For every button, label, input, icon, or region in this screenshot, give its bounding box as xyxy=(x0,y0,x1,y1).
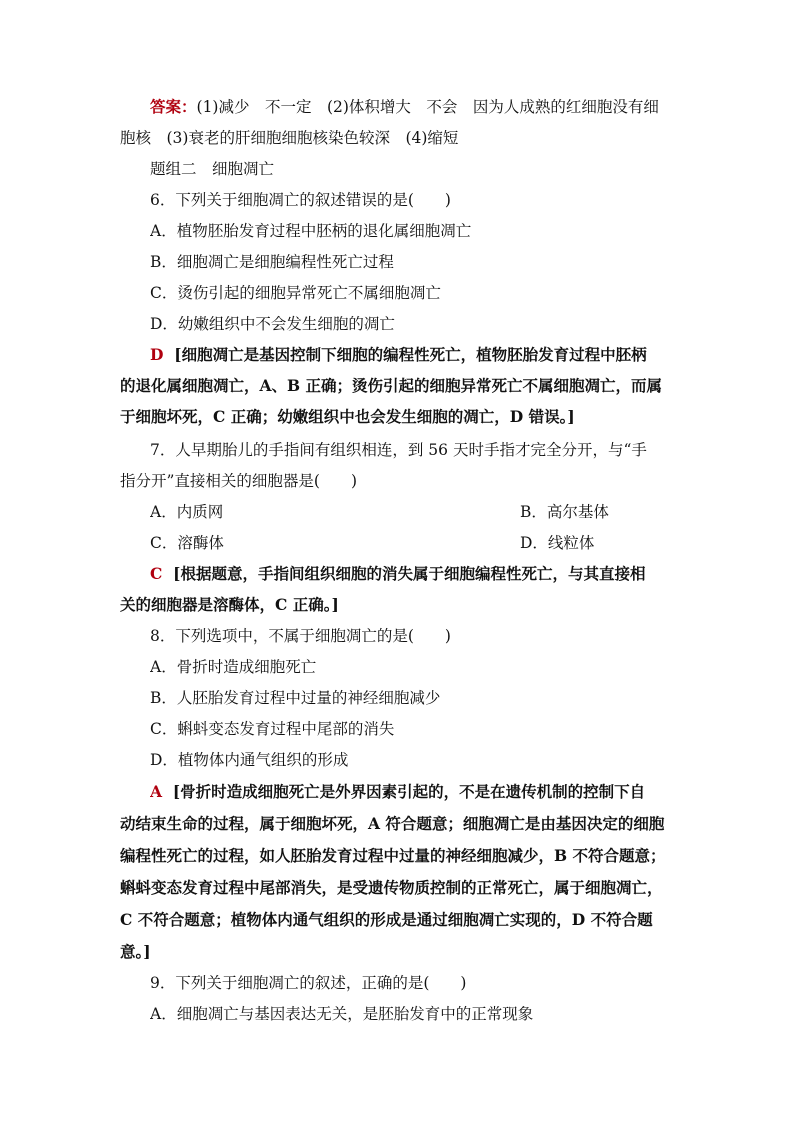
q7-option-a: A．内质网 xyxy=(150,503,224,521)
q7-option-c: C．溶酶体 xyxy=(150,534,224,552)
q7-stem-line-1: 7．人早期胎儿的手指间有组织相连，到 56 天时手指才完全分开，与“手 xyxy=(150,441,647,459)
answer-line-2: 胞核 (3)衰老的肝细胞细胞核染色较深 (4)缩短 xyxy=(120,129,459,147)
q6-option-a: A．植物胚胎发育过程中胚柄的退化属细胞凋亡 xyxy=(150,222,472,240)
q8-explanation-line-3: 编程性死亡的过程，如人胚胎发育过程中过量的神经细胞减少，B 不符合题意； xyxy=(120,846,666,865)
q9-option-a: A．细胞凋亡与基因表达无关，是胚胎发育中的正常现象 xyxy=(150,1005,534,1023)
q7-option-b: B．高尔基体 xyxy=(520,503,609,521)
q6-explanation-line-1 xyxy=(150,344,680,366)
q7-explanation-line-2: 关的细胞器是溶酶体，C 正确。] xyxy=(120,595,339,614)
answer-line-1 xyxy=(150,96,680,118)
q8-option-a: A．骨折时造成细胞死亡 xyxy=(150,658,317,676)
q6-explanation-text: [细胞凋亡是基因控制下细胞的编程性死亡，植物胚胎发育过程中胚柄 xyxy=(174,345,647,364)
q8-explanation-line-2: 动结束生命的过程，属于细胞坏死，A 符合题意；细胞凋亡是由基因决定的细胞 xyxy=(120,814,665,833)
q7-options-row-2 xyxy=(150,532,680,554)
section-title: 题组二 细胞凋亡 xyxy=(150,160,275,178)
q7-explanation-line-1 xyxy=(150,563,680,585)
q8-option-b: B．人胚胎发育过程中过量的神经细胞减少 xyxy=(150,689,441,707)
q6-explanation-line-3: 于细胞坏死，C 正确；幼嫩组织中也会发生细胞的凋亡，D 错误。] xyxy=(120,407,575,426)
q6-stem: 6．下列关于细胞凋亡的叙述错误的是( ) xyxy=(150,191,451,209)
q6-option-d: D．幼嫩组织中不会发生细胞的凋亡 xyxy=(150,315,395,333)
q6-answer-letter: D xyxy=(150,345,164,364)
q8-explanation-line-5: C 不符合题意；植物体内通气组织的形成是通过细胞凋亡实现的，D 不符合题 xyxy=(120,910,653,929)
q8-stem: 8．下列选项中，不属于细胞凋亡的是( ) xyxy=(150,627,451,645)
q8-answer-letter: A xyxy=(150,782,163,801)
q7-option-d: D．线粒体 xyxy=(520,534,595,552)
q8-explanation-text: [骨折时造成细胞死亡是外界因素引起的，不是在遗传机制的控制下自 xyxy=(172,782,646,801)
q8-option-c: C．蝌蚪变态发育过程中尾部的消失 xyxy=(150,720,395,738)
q7-answer-letter: C xyxy=(150,564,163,583)
q7-explanation-text: [根据题意，手指间组织细胞的消失属于细胞编程性死亡，与其直接相 xyxy=(173,564,646,583)
q9-stem: 9．下列关于细胞凋亡的叙述，正确的是( ) xyxy=(150,974,467,992)
answer-label: 答案： xyxy=(150,97,197,116)
q8-explanation-line-6: 意。] xyxy=(120,942,151,961)
q7-stem-line-2: 指分开”直接相关的细胞器是( ) xyxy=(120,472,358,490)
q6-option-c: C．烫伤引起的细胞异常死亡不属细胞凋亡 xyxy=(150,284,441,302)
q6-explanation-line-2: 的退化属细胞凋亡，A、B 正确；烫伤引起的细胞异常死亡不属细胞凋亡，而属 xyxy=(120,376,663,395)
answer-text: (1)减少 不一定 (2)体积增大 不会 因为人成熟的红细胞没有细 xyxy=(196,98,659,116)
q8-explanation-line-1 xyxy=(150,781,680,803)
q7-options-row-1 xyxy=(150,501,680,523)
q8-option-d: D．植物体内通气组织的形成 xyxy=(150,751,349,769)
q6-option-b: B．细胞凋亡是细胞编程性死亡过程 xyxy=(150,253,394,271)
q8-explanation-line-4: 蝌蚪变态发育过程中尾部消失，是受遗传物质控制的正常死亡，属于细胞凋亡， xyxy=(120,878,663,897)
